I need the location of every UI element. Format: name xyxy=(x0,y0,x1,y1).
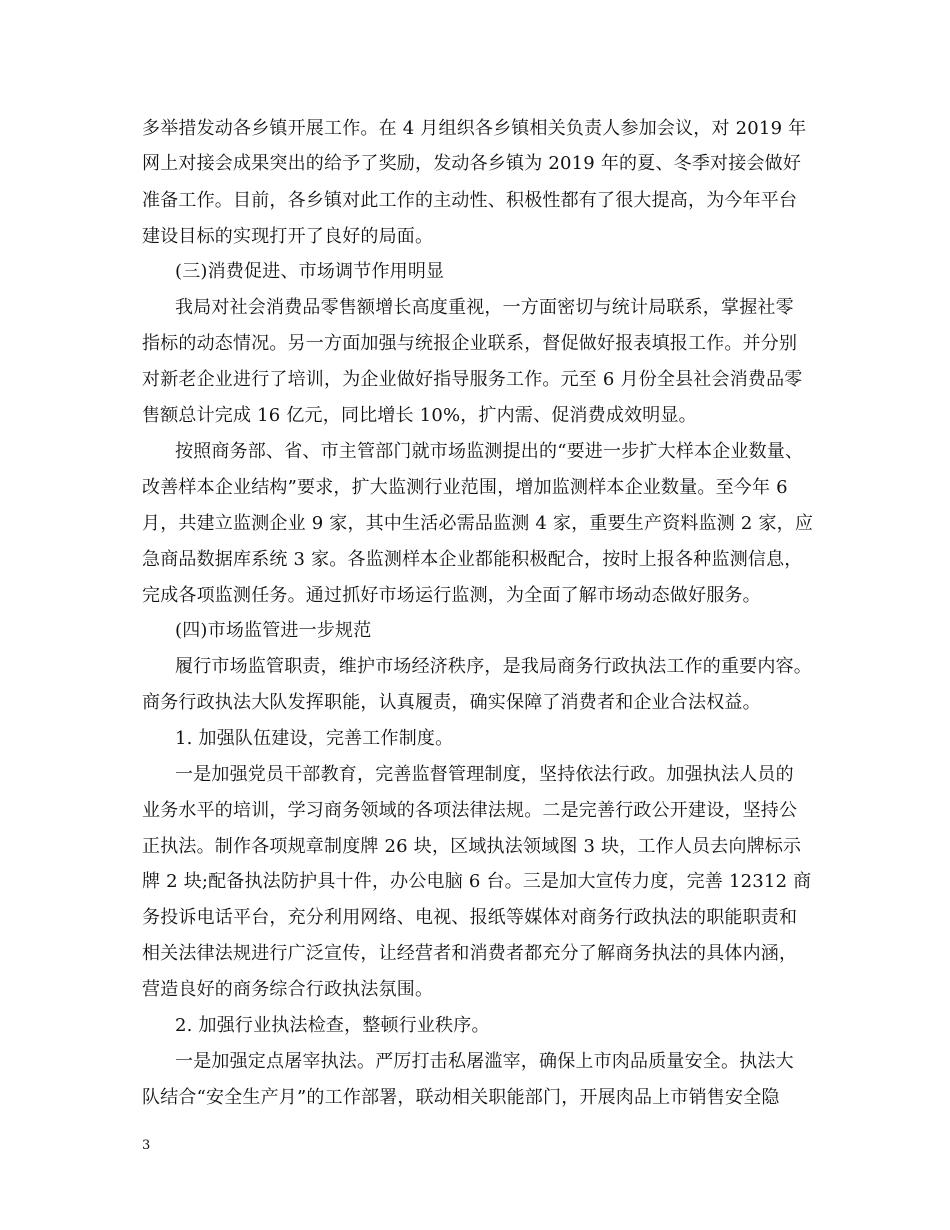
text-line: 多举措发动各乡镇开展工作。在 4 月组织各乡镇相关负责人参加会议，对 2019 年 xyxy=(142,118,807,139)
text-line: 正执法。制作各项规章制度牌 26 块，区域执法领域图 3 块，工作人员去向牌标示 xyxy=(142,836,802,857)
text-line: 商务行政执法大队发挥职能，认真履责，确实保障了消费者和企业合法权益。 xyxy=(142,692,761,713)
text-line: 履行市场监管职责，维护市场经济秩序，是我局商务行政执法工作的重要内容。 xyxy=(175,656,812,677)
text-line: 队结合“安全生产月”的工作部署，联动相关职能部门，开展肉品上市销售安全隐 xyxy=(142,1087,780,1108)
text-line: 业务水平的培训，学习商务领域的各项法律法规。二是完善行政公开建设，坚持公 xyxy=(142,800,798,821)
section-heading: (三)消费促进、市场调节作用明显 xyxy=(175,261,445,282)
text-line: 售额总计完成 16 亿元，同比增长 10%，扩内需、促消费成效明显。 xyxy=(142,405,697,426)
text-line: 我局对社会消费品零售额增长高度重视，一方面密切与统计局联系，掌握社零 xyxy=(175,297,794,318)
text-line: 按照商务部、省、市主管部门就市场监测提出的“要进一步扩大样本企业数量、 xyxy=(175,441,804,462)
subheading: 2. 加强行业执法检查，整顿行业秩序。 xyxy=(175,1015,490,1036)
text-line: 牌 2 块;配备执法防护具十件，办公电脑 6 台。三是加大宣传力度，完善 12312 商 xyxy=(142,871,812,892)
text-line: 网上对接会成果突出的给予了奖励，发动各乡镇为 2019 年的夏、冬季对接会做好 xyxy=(142,153,802,174)
text-line: 完成各项监测任务。通过抓好市场运行监测，为全面了解市场动态做好服务。 xyxy=(142,585,761,606)
text-line: 准备工作。目前，各乡镇对此工作的主动性、积极性都有了很大提高，为今年平台 xyxy=(142,190,798,211)
text-line: 急商品数据库系统 3 家。各监测样本企业都能积极配合，按时上报各种监测信息， xyxy=(142,549,803,570)
text-line: 务投诉电话平台，充分利用网络、电视、报纸等媒体对商务行政执法的职能职责和 xyxy=(142,907,798,928)
text-line: 改善样本企业结构”要求，扩大监测行业范围，增加监测样本企业数量。至今年 6 xyxy=(142,477,788,498)
text-line: 相关法律法规进行广泛宣传，让经营者和消费者都充分了解商务执法的具体内涵， xyxy=(142,943,798,964)
text-line: 月，共建立监测企业 9 家，其中生活必需品监测 4 家，重要生产资料监测 2 家，应 xyxy=(142,513,814,534)
subheading: 1. 加强队伍建设，完善工作制度。 xyxy=(175,728,454,749)
text-line: 一是加强党员干部教育，完善监督管理制度，坚持依法行政。加强执法人员的 xyxy=(175,764,794,785)
text-line: 营造良好的商务综合行政执法氛围。 xyxy=(142,979,434,1000)
page-number: 3 xyxy=(142,1138,151,1153)
text-line: 建设目标的实现打开了良好的局面。 xyxy=(142,226,434,247)
text-line: 对新老企业进行了培训，为企业做好指导服务工作。元至 6 月份全县社会消费品零 xyxy=(142,369,803,390)
section-heading: (四)市场监管进一步规范 xyxy=(175,620,372,641)
text-line: 一是加强定点屠宰执法。严厉打击私屠滥宰，确保上市肉品质量安全。执法大 xyxy=(175,1051,794,1072)
text-line: 指标的动态情况。另一方面加强与统报企业联系，督促做好报表填报工作。并分别 xyxy=(142,333,798,354)
